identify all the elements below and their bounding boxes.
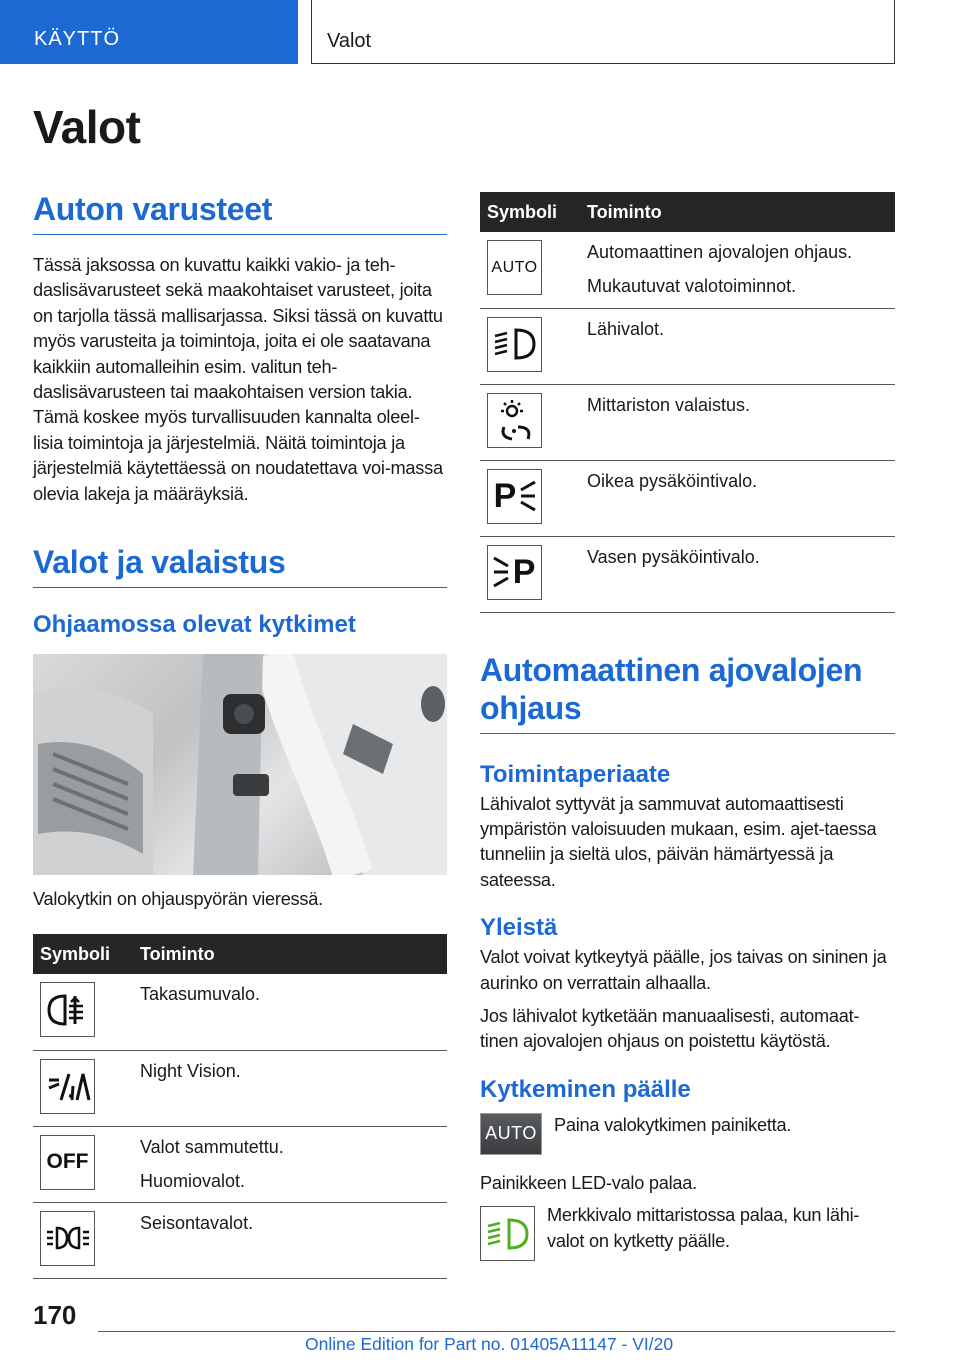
heading-auto-headlight: Automaattinen ajovalojen ohjaus: [480, 651, 895, 734]
table-row: [33, 974, 447, 1050]
page-title: Valot: [33, 101, 141, 153]
footer-divider: [98, 1331, 895, 1332]
night-vision-icon: [40, 1059, 95, 1114]
heading-general: Yleistä: [480, 914, 558, 942]
rear-fog-light-icon: [40, 982, 95, 1037]
principle-text: Lähivalot syttyvät ja sammuvat automaattisesti ympäristön valoisuuden mukaan, esim. ajet-taessa tunneliin ja sieltä ulos, päivän hämärtyessä ja sateessa.: [480, 793, 877, 890]
column-header-function: Toiminto: [131, 934, 447, 974]
right-column: [480, 192, 895, 1261]
table-row: [480, 536, 895, 612]
function-text: Lähivalot.: [587, 318, 665, 339]
function-text: Huomiovalot.: [140, 1170, 246, 1191]
function-text: Valot sammutettu.: [140, 1136, 284, 1157]
function-text: Automaattinen ajovalojen ohjaus.: [587, 242, 853, 262]
table-row: [33, 1126, 447, 1202]
heading-equipment: Auton varusteet: [33, 190, 447, 235]
symbol-table-right: [480, 192, 895, 613]
function-text: Takasumuvalo.: [140, 984, 261, 1005]
heading-lights: Valot ja valaistus: [33, 543, 447, 588]
instrument-lighting-icon: [487, 393, 542, 448]
led-text: Painikkeen LED-valo palaa.: [480, 1172, 697, 1193]
indicator-text: Merkkivalo mittaristossa palaa, kun lähi-valot on kytketty päälle.: [547, 1205, 860, 1251]
low-beam-indicator-icon: [480, 1206, 535, 1261]
function-text: Seisontavalot.: [140, 1212, 254, 1233]
cockpit-switch-photo: [33, 654, 447, 875]
function-text: Oikea pysäköintivalo.: [587, 470, 758, 491]
function-text: Night Vision.: [140, 1060, 241, 1081]
function-text: Mittariston valaistus.: [587, 394, 751, 415]
press-text: Paina valokytkimen painiketta.: [554, 1114, 792, 1135]
left-parking-light-icon: P: [487, 545, 542, 600]
indicator-instruction: [480, 1206, 895, 1261]
general-text-2: Jos lähivalot kytketään manuaalisesti, automaat-tinen ajovalojen ohjaus on poistettu käytöstä.: [480, 1005, 860, 1052]
table-row: [480, 384, 895, 460]
table-row: [480, 460, 895, 536]
table-row: [33, 1202, 447, 1278]
right-parking-light-icon: P: [487, 469, 542, 524]
parking-lights-icon: [40, 1211, 95, 1266]
auto-button-image: AUTO: [480, 1113, 542, 1155]
lights-off-icon: OFF: [40, 1135, 95, 1190]
low-beam-icon: [487, 317, 542, 372]
left-column: [33, 190, 447, 1279]
table-row: [480, 308, 895, 384]
column-header-symbol: Symboli: [33, 934, 131, 974]
photo-caption: Valokytkin on ohjauspyörän vieressä.: [33, 889, 323, 910]
table-row: [33, 1050, 447, 1126]
page-number: 170: [33, 1300, 77, 1330]
heading-switch-on: Kytkeminen päälle: [480, 1075, 691, 1103]
equipment-text: Tässä jaksossa on kuvattu kaikki vakio- ja teh-daslisävarusteet sekä maakohtaiset varusteet, joita on tarjolla tässä mallisarjassa. Siksi tässä on kuvattu myös varusteita ja toimintoja, joita ei ole saatavana kaikkiin automalleihin esim. valitun teh-daslisävarusteen tai maakohtaisen version takia. Tämä koskee myös turvallisuuden kannalta oleel-lisia toimintoja ja järjestelmiä. Näitä toimintoja ja järjestelmiä käytettäessä on noudatettava voi-massa olevia lakeja ja määräyksiä.: [33, 255, 443, 504]
section-tab: KÄYTTÖ: [0, 0, 298, 64]
table-row: [480, 232, 895, 308]
auto-headlight-icon: AUTO: [487, 240, 542, 295]
press-instruction: [480, 1113, 895, 1155]
column-header-function: Toiminto: [578, 192, 895, 232]
chapter-title: Valot: [311, 0, 895, 64]
heading-principle: Toimintaperiaate: [480, 760, 671, 788]
function-text: Vasen pysäköintivalo.: [587, 546, 760, 567]
column-header-symbol: Symboli: [480, 192, 578, 232]
function-text: Mukautuvat valotoiminnot.: [587, 276, 797, 296]
general-text-1: Valot voivat kytkeytyä päälle, jos taivas on sininen ja aurinko on verrattain alhaalla.: [480, 947, 887, 993]
edition-text: Online Edition for Part no. 01405A11147 - VI/20: [305, 1334, 674, 1354]
heading-switches: Ohjaamossa olevat kytkimet: [33, 611, 356, 639]
symbol-table-left: [33, 934, 447, 1279]
